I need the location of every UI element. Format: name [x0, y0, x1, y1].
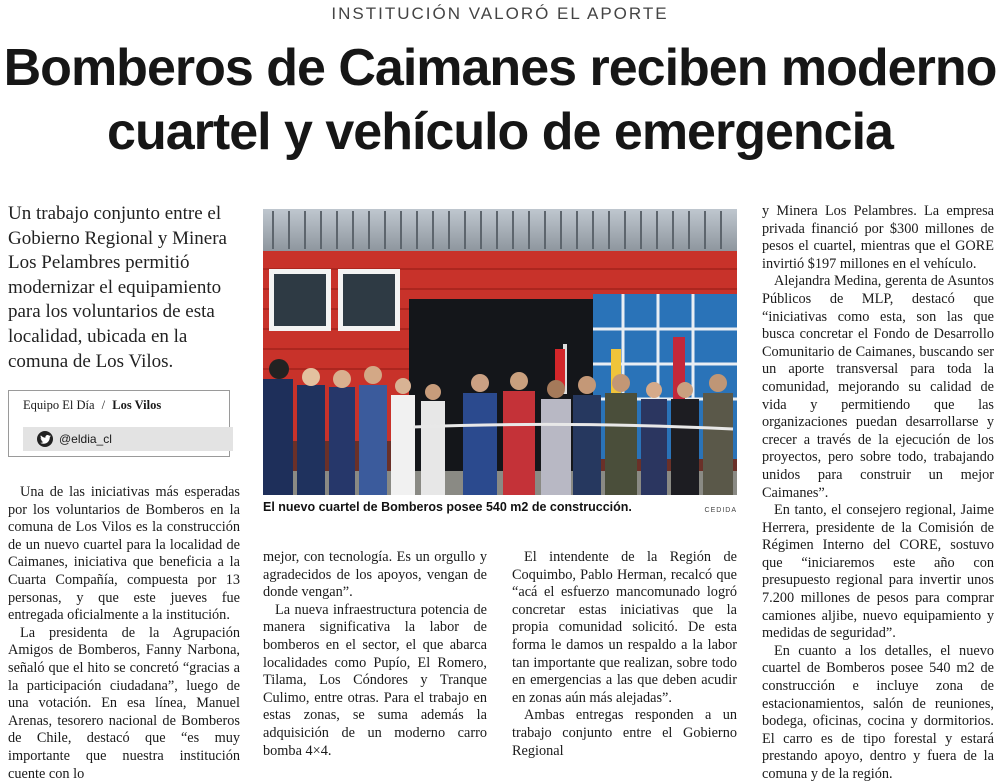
body-paragraph-2: La presidenta de la Agrupación Amigos de Bomberos, Fanny Narbona, señaló que el hito se concretó “gracias a la participación ciudadana”, luego de una votación. En esa línea, Manuel Arenas, tesorero nacional de Bomberos de Chile, destacó que “es muy importante que nuestra institución cuente con lo	[8, 624, 240, 782]
byline-author: Equipo El Día	[23, 398, 95, 412]
article-lead: Un trabajo conjunto entre el Gobierno Regional y Minera Los Pelambres permitió modernizar el equipamiento para los voluntarios de esta localidad, ubicada en la comuna de Los Vilos.	[8, 203, 227, 372]
byline	[9, 391, 229, 421]
photo-caption: El nuevo cuartel de Bomberos posee 540 m2 de construcción.	[263, 500, 632, 514]
headline-line-2: cuartel y vehículo de emergencia	[107, 103, 893, 161]
byline-location: Los Vilos	[112, 398, 162, 412]
article-kicker: INSTITUCIÓN VALORÓ EL APORTE	[331, 4, 669, 23]
body-paragraph-3: mejor, con tecnología. Es un orgullo y agradecidos de los apoyos, vengan de donde vengan”.	[263, 549, 487, 601]
twitter-bird-icon	[37, 431, 53, 447]
body-paragraph-8: Alejandra Medina, gerenta de Asuntos Públicos de MLP, destacó que “iniciativas como esta, son las que busca concretar el Fondo de Desarrollo Comunitario de Caimanes, buscando ser un aporte transversal para toda la comunidad, mejorando su calidad de vida y permitiendo que las organizaciones puedan desarrollarse y crecer a través de la ejecución de los proyectos, pero sobre todo, trabajando unidos para construir un mejor Caimanes”.	[762, 273, 994, 501]
body-column-2	[263, 549, 487, 760]
byline-separator: /	[101, 398, 106, 412]
byline-box	[8, 390, 230, 457]
article-photo	[263, 209, 737, 495]
body-column-4	[762, 203, 994, 784]
body-column-1	[8, 484, 240, 783]
body-paragraph-7: y Minera Los Pelambres. La empresa privada financió por $300 millones de pesos el cuartel, mientras que el GORE invirtió $197 millones en el vehículo.	[762, 203, 994, 272]
twitter-handle: @eldia_cl	[59, 432, 112, 446]
body-paragraph-9: En tanto, el consejero regional, Jaime Herrera, presidente de la Comisión de Régimen Interno del CORE, sostuvo que “iniciaremos este año con presupuesto regional para invertir unos 7.200 millones de pesos para comprar camiones aljibe, nuevo equipamiento y medidas de seguridad”.	[762, 502, 994, 642]
body-paragraph-4: La nueva infraestructura potencia de manera significativa la labor de bomberos en el sector, el que abarca localidades como Pupío, El Romero, Tilama, Los Cóndores y Tranque Culimo, entre otras. Para el trabajo en estas zonas, se suma además la adquisición de un moderno carro bomba 4×4.	[263, 601, 487, 759]
body-paragraph-6: Ambas entregas responden a un trabajo conjunto entre el Gobierno Regional	[512, 707, 737, 759]
body-paragraph-10: En cuanto a los detalles, el nuevo cuartel de Bomberos posee 540 m2 de construcción e incluye zona de estacionamientos, salón de reuniones, bodega, oficinas, cocina y dormitorios. El carro es de tipo forestal y estará prestando apoyo, dentro y fuera de la comuna y de la región.	[762, 642, 994, 782]
photo-credit: CEDIDA	[704, 507, 737, 514]
byline-social	[23, 427, 233, 451]
body-paragraph-5: El intendente de la Región de Coquimbo, Pablo Herman, recalcó que “acá el esfuerzo mancomunado logró concretar estas iniciativas que la propia comunidad solicitó. De esta forma le damos un respaldo a la labor tan importante que realizan, sobre todo en emergencias a las que deben acudir en zonas aún más alejadas”.	[512, 549, 737, 706]
body-paragraph-1: Una de las iniciativas más esperadas por los voluntarios de Bomberos en la comuna de Los Vilos es la construcción de un nuevo cuartel para la localidad de Caimanes, iniciativa que beneficia a la Cuarta Compañía, compuesta por 13 personas, y que este jueves fue entregada oficialmente a la institución.	[8, 484, 240, 624]
body-column-3	[512, 549, 737, 760]
article-headline	[0, 36, 1000, 164]
headline-line-1: Bomberos de Caimanes reciben moderno	[3, 39, 997, 97]
